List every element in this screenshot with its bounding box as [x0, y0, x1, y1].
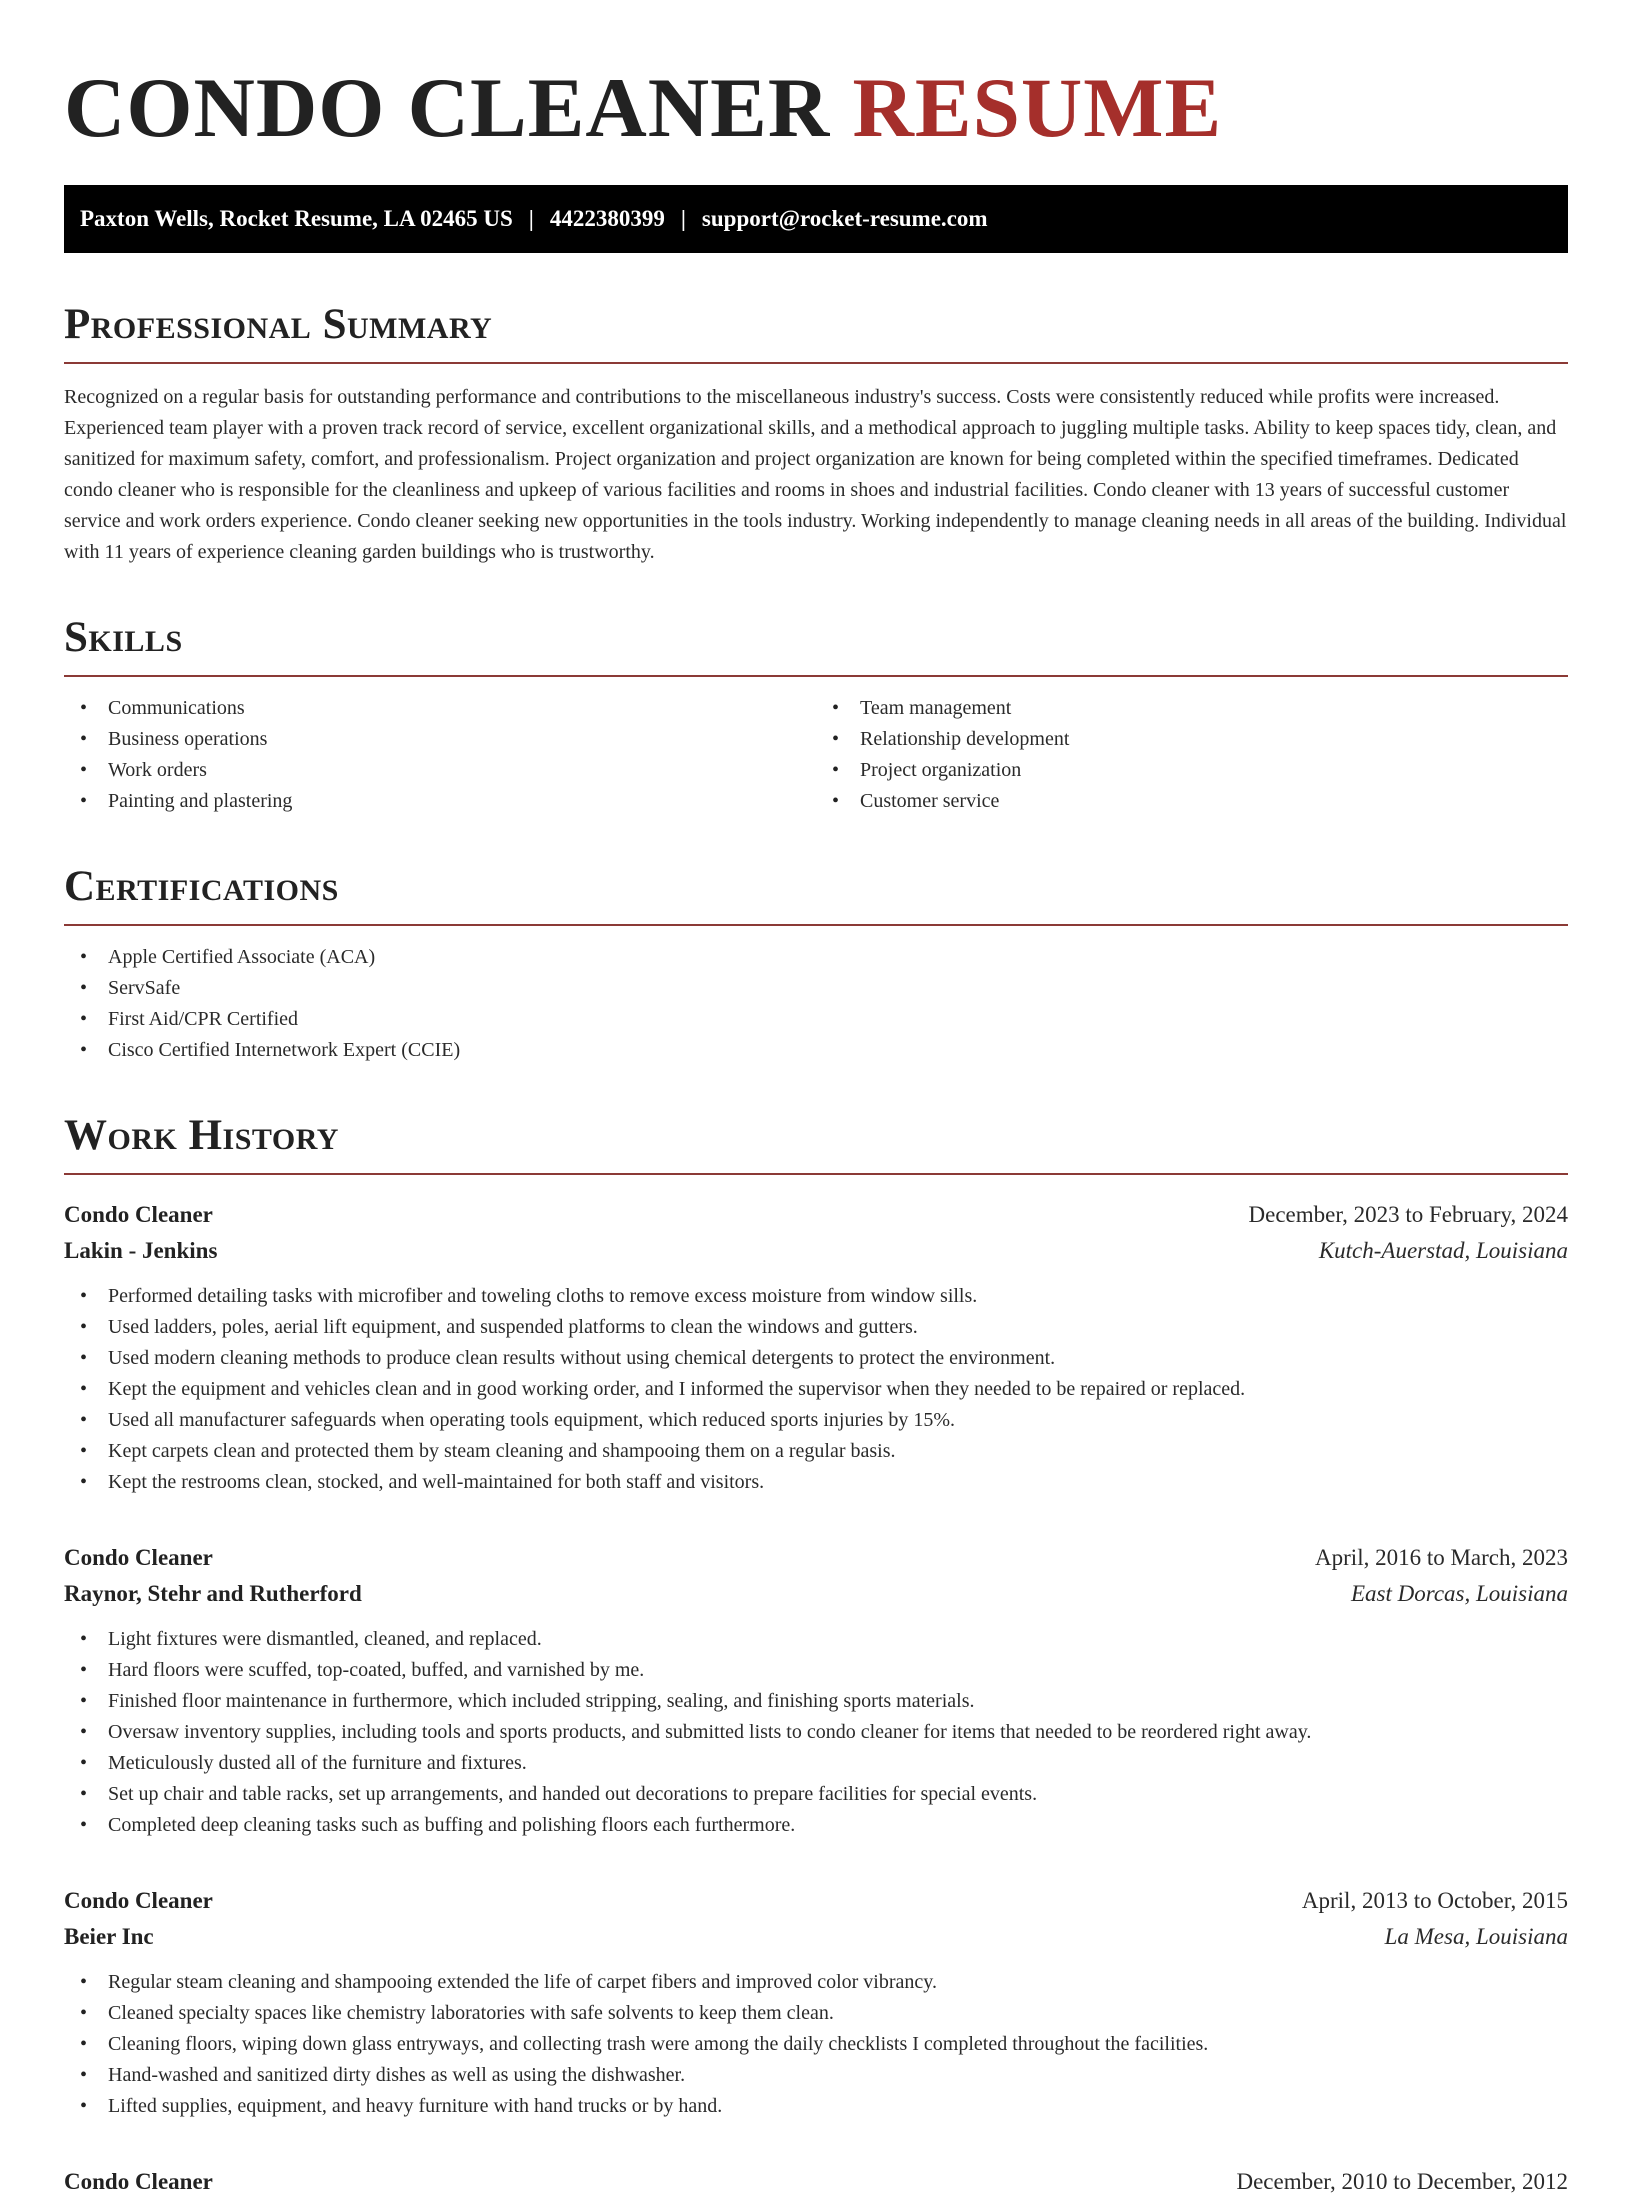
resume-title [64, 61, 1568, 155]
job-duty: • Oversaw inventory supplies, including tools and sports products, and submitted lists to condo cleaner for items that needed to be reordered right away. [64, 1717, 1568, 1748]
job-duty: • Used all manufacturer safeguards when operating tools equipment, which reduced sports injuries by 15%. [64, 1405, 1568, 1436]
skill-item: • Customer service [816, 786, 1568, 817]
job-dates: April, 2013 to October, 2015 [1301, 1888, 1568, 1913]
job-entry [64, 1883, 1568, 2122]
job-title: Condo Cleaner [64, 2169, 213, 2194]
job-duty: • Hand-washed and sanitized dirty dishes as well as using the dishwasher. [64, 2060, 1568, 2091]
job-duty: • Finished floor maintenance in furthermore, which included stripping, sealing, and finishing sports materials. [64, 1686, 1568, 1717]
job-header-row [64, 1883, 1568, 1919]
contact-bar [64, 185, 1568, 253]
certification-item: • First Aid/CPR Certified [64, 1004, 1568, 1035]
job-company: Lakin - Jenkins [64, 1238, 218, 1263]
certification-item: • ServSafe [64, 973, 1568, 1004]
job-duty: • Used ladders, poles, aerial lift equipment, and suspended platforms to clean the windows and gutters. [64, 1312, 1568, 1343]
contact-email: support@rocket-resume.com [701, 206, 988, 231]
skills-list-right [816, 693, 1568, 817]
job-duty: • Meticulously dusted all of the furniture and fixtures. [64, 1748, 1568, 1779]
job-duty: • Hard floors were scuffed, top-coated, buffed, and varnished by me. [64, 1655, 1568, 1686]
summary-text: Recognized on a regular basis for outstanding performance and contributions to the miscellaneous industry's success. Costs were consistently reduced while profits were increased. Experienced team player with a proven track record of service, excellent organizational skills, and a methodical approach to juggling multiple tasks. Ability to keep spaces tidy, clean, and sanitized for maximum safety, comfort, and professionalism. Project organization and project organization are known for being completed within the specified timeframes. Dedicated condo cleaner who is responsible for the cleanliness and upkeep of various facilities and rooms in shoes and industrial facilities. Condo cleaner with 13 years of successful customer service and work orders experience. Condo cleaner seeking new opportunities in the tools industry. Working independently to manage cleaning needs in all areas of the building. Individual with 11 years of experience cleaning garden buildings who is trustworthy. [64, 386, 1567, 563]
job-duty: • Used modern cleaning methods to produce clean results without using chemical detergents to protect the environment. [64, 1343, 1568, 1374]
job-location: East Dorcas, Louisiana [1350, 1581, 1568, 1606]
certifications-section [64, 865, 1568, 1066]
skills-grid [64, 693, 1568, 817]
work-history-section [64, 1114, 1568, 2200]
job-header-row [64, 2164, 1568, 2200]
job-company: Beier Inc [64, 1924, 154, 1949]
skill-item: • Project organization [816, 755, 1568, 786]
work-history-heading: Work History [64, 1114, 1568, 1175]
job-title: Condo Cleaner [64, 1888, 213, 1913]
summary-section [64, 303, 1568, 568]
job-header-row [64, 1540, 1568, 1576]
job-dates: December, 2010 to December, 2012 [1236, 2169, 1568, 2194]
job-location: La Mesa, Louisiana [1384, 1924, 1568, 1949]
certification-item: • Cisco Certified Internetwork Expert (CCIE) [64, 1035, 1568, 1066]
job-duties-list [64, 1281, 1568, 1498]
certification-item: • Apple Certified Associate (ACA) [64, 942, 1568, 973]
job-dates: April, 2016 to March, 2023 [1315, 1545, 1568, 1570]
contact-name-address: Paxton Wells, Rocket Resume, LA 02465 US [80, 206, 513, 231]
certifications-list [64, 942, 1568, 1066]
title-accent: RESUME [852, 61, 1223, 155]
skill-item: • Work orders [64, 755, 816, 786]
contact-phone: 4422380399 [549, 206, 665, 231]
job-header-row [64, 1197, 1568, 1233]
job-dates: December, 2023 to February, 2024 [1248, 1202, 1568, 1227]
summary-heading: Professional Summary [64, 303, 1568, 364]
job-duties-list [64, 1967, 1568, 2122]
skills-list-left [64, 693, 816, 817]
job-title: Condo Cleaner [64, 1202, 213, 1227]
job-duties-list [64, 1624, 1568, 1841]
job-company-row [64, 1233, 1568, 1269]
contact-separator: | [528, 206, 534, 231]
job-duty: • Kept the equipment and vehicles clean and in good working order, and I informed the supervisor when they needed to be repaired or replaced. [64, 1374, 1568, 1405]
job-duty: • Regular steam cleaning and shampooing extended the life of carpet fibers and improved color vibrancy. [64, 1967, 1568, 1998]
job-duty: • Lifted supplies, equipment, and heavy furniture with hand trucks or by hand. [64, 2091, 1568, 2122]
job-company-row [64, 1919, 1568, 1955]
certifications-heading: Certifications [64, 865, 1568, 926]
job-duty: • Cleaning floors, wiping down glass entryways, and collecting trash were among the daily checklists I completed throughout the facilities. [64, 2029, 1568, 2060]
job-duty: • Kept the restrooms clean, stocked, and well-maintained for both staff and visitors. [64, 1467, 1568, 1498]
skill-item: • Painting and plastering [64, 786, 816, 817]
skills-section [64, 616, 1568, 817]
job-entry [64, 1540, 1568, 1841]
job-company: Raynor, Stehr and Rutherford [64, 1581, 362, 1606]
skill-item: • Relationship development [816, 724, 1568, 755]
skill-item: • Business operations [64, 724, 816, 755]
job-location: Kutch-Auerstad, Louisiana [1318, 1238, 1568, 1263]
skills-heading: Skills [64, 616, 1568, 677]
job-duty: • Set up chair and table racks, set up arrangements, and handed out decorations to prepare facilities for special events. [64, 1779, 1568, 1810]
job-entry [64, 2164, 1568, 2200]
skill-item: • Team management [816, 693, 1568, 724]
job-duty: • Light fixtures were dismantled, cleaned, and replaced. [64, 1624, 1568, 1655]
job-duty: • Cleaned specialty spaces like chemistry laboratories with safe solvents to keep them clean. [64, 1998, 1568, 2029]
job-duty: • Kept carpets clean and protected them by steam cleaning and shampooing them on a regular basis. [64, 1436, 1568, 1467]
job-entry [64, 1197, 1568, 1498]
title-main: CONDO CLEANER [64, 61, 831, 155]
job-company-row [64, 1576, 1568, 1612]
job-duty: • Completed deep cleaning tasks such as buffing and polishing floors each furthermore. [64, 1810, 1568, 1841]
skill-item: • Communications [64, 693, 816, 724]
job-duty: • Performed detailing tasks with microfiber and toweling cloths to remove excess moisture from window sills. [64, 1281, 1568, 1312]
contact-separator: | [680, 206, 686, 231]
job-title: Condo Cleaner [64, 1545, 213, 1570]
